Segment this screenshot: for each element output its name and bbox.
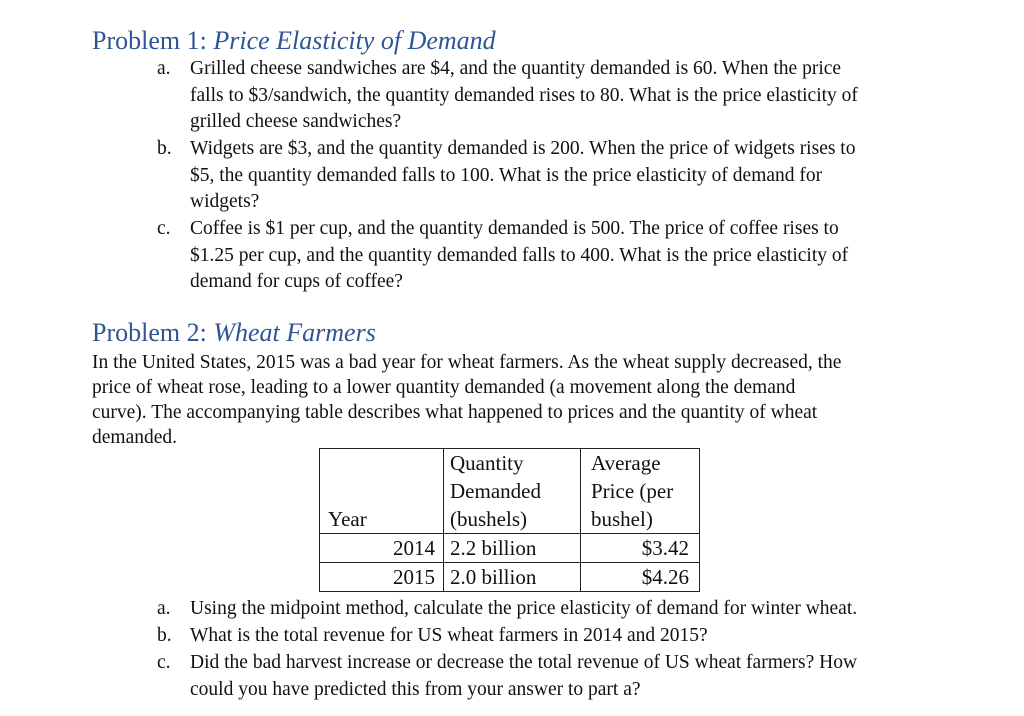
wheat-table — [319, 448, 700, 592]
question-marker: b. — [157, 138, 172, 159]
question-line: Grilled cheese sandwiches are $4, and the quantity demanded is 60. When the price — [190, 58, 842, 79]
question-marker: b. — [157, 625, 172, 646]
problem2-heading-prefix: Problem 2: — [92, 318, 214, 347]
cell-year: 2014 — [320, 534, 444, 563]
cell-price: $4.26 — [581, 563, 700, 592]
question-line: Widgets are $3, and the quantity demanded is 200. When the price of widgets rises to — [190, 138, 856, 159]
intro-line: In the United States, 2015 was a bad year for wheat farmers. As the wheat supply decreased, the — [92, 352, 842, 373]
header-price-line: bushel) — [591, 507, 653, 531]
intro-line: curve). The accompanying table describes what happened to prices and the quantity of wheat — [92, 402, 818, 423]
question-line: Coffee is $1 per cup, and the quantity demanded is 500. The price of coffee rises to — [190, 218, 839, 239]
table-row — [320, 534, 700, 563]
table-row — [320, 563, 700, 592]
cell-quantity: 2.0 billion — [444, 563, 581, 592]
header-year: Year — [320, 449, 444, 534]
question-line: could you have predicted this from your answer to part a? — [190, 678, 641, 700]
question-marker: c. — [157, 218, 171, 239]
problem2-intro — [92, 350, 932, 450]
question-line: falls to $3/sandwich, the quantity demanded rises to 80. What is the price elasticity of — [190, 84, 858, 106]
header-price-line: Average — [591, 451, 661, 475]
cell-price: $3.42 — [581, 534, 700, 563]
question-line: grilled cheese sandwiches? — [190, 111, 402, 132]
problem2-question-b — [0, 623, 1024, 650]
header-quantity-line: (bushels) — [450, 507, 527, 531]
intro-line: demanded. — [92, 427, 178, 448]
header-quantity-line: Demanded — [450, 479, 541, 503]
problem1-question-b — [0, 136, 1024, 216]
cell-quantity: 2.2 billion — [444, 534, 581, 563]
cell-year: 2015 — [320, 563, 444, 592]
header-quantity-line: Quantity — [450, 451, 524, 475]
problem1-heading-title: Price Elasticity of Demand — [213, 26, 496, 55]
header-price — [581, 449, 700, 534]
problem2-heading — [92, 318, 376, 348]
problem1-question-c — [0, 216, 1024, 296]
question-line: demand for cups of coffee? — [190, 271, 403, 292]
question-marker: a. — [157, 598, 171, 619]
problem2-heading-title: Wheat Farmers — [213, 318, 376, 347]
problem2-question-a — [0, 596, 1024, 623]
question-line: What is the total revenue for US wheat farmers in 2014 and 2015? — [190, 625, 708, 646]
question-line: widgets? — [190, 191, 260, 212]
problem1-question-a — [0, 56, 1024, 136]
header-quantity — [444, 449, 581, 534]
intro-line: price of wheat rose, leading to a lower quantity demanded (a movement along the demand — [92, 377, 796, 398]
problem1-question-list — [0, 56, 1024, 296]
problem1-heading — [92, 26, 496, 56]
question-line: $5, the quantity demanded falls to 100. What is the price elasticity of demand for — [190, 164, 823, 186]
problem2-question-list — [0, 596, 1024, 704]
question-marker: a. — [157, 58, 171, 79]
question-line: Using the midpoint method, calculate the price elasticity of demand for winter wheat. — [190, 598, 858, 619]
question-marker: c. — [157, 652, 171, 673]
problem1-heading-prefix: Problem 1: — [92, 26, 214, 55]
question-line: $1.25 per cup, and the quantity demanded falls to 400. What is the price elasticity of — [190, 244, 849, 266]
table-header-row — [320, 449, 700, 534]
problem2-question-c — [0, 650, 1024, 704]
question-line: Did the bad harvest increase or decrease the total revenue of US wheat farmers? How — [190, 652, 858, 673]
header-price-line: Price (per — [591, 479, 674, 503]
